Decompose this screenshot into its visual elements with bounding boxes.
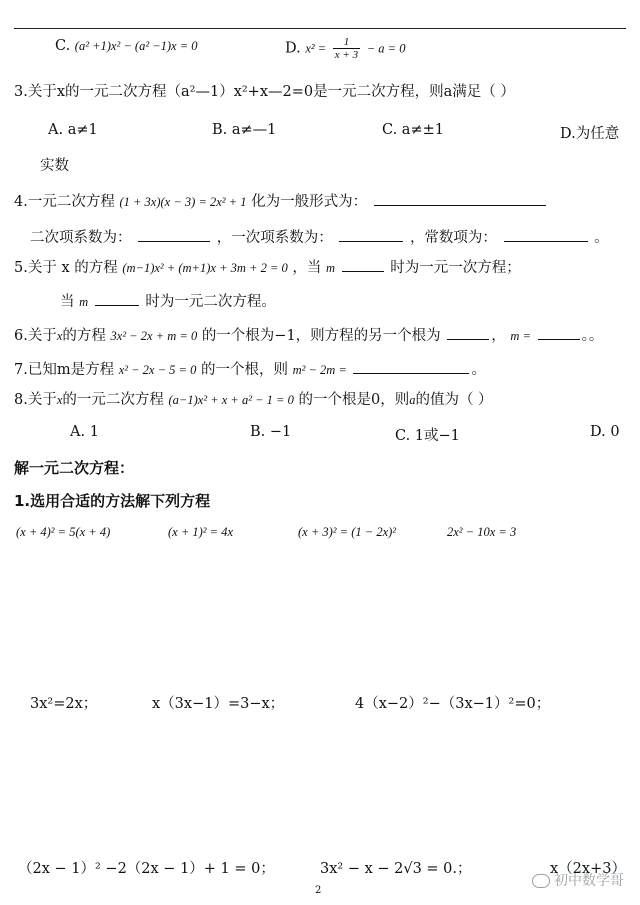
q5-when: ，当 [292, 260, 322, 276]
q3-option-a: A. a≠1 [48, 122, 98, 138]
equation-1-2: (x + 1)² = 4x [168, 525, 234, 539]
watermark [532, 870, 624, 890]
equation-1-3: (x + 3)² = (1 − 2x)² [298, 525, 397, 539]
q8-option-a: A. 1 [70, 424, 99, 440]
question-5 [14, 256, 521, 277]
q5-line2-variable-m: m [79, 295, 89, 309]
q4-quadratic-coef-label: 二次项系数为： [30, 230, 132, 246]
q8-equation: (a−1)x² + x + a² − 1 = 0 [168, 393, 294, 407]
option-d-label: D. [285, 40, 301, 57]
equation-3-2: 3x² − x − 2√3 = 0.； [320, 861, 472, 877]
equation-1-1: (x + 4)² = 5(x + 4) [16, 525, 111, 539]
q3-option-c: C. a≠±1 [382, 122, 444, 138]
equation-3-3: x（2x+3） [550, 861, 626, 877]
q8-end: 的值为（ ） [415, 392, 493, 408]
q6-m-blank[interactable] [538, 325, 580, 340]
q5-quadratic-blank[interactable] [95, 291, 139, 306]
option-c-equation: (a² +1)x² − (a² −1)x = 0 [74, 39, 198, 53]
q6-variable-x: x [56, 329, 63, 343]
q5-line2-suffix: 时为一元二次方程。 [145, 294, 276, 310]
q4-constant-blank[interactable] [504, 227, 588, 242]
top-rule [14, 28, 626, 29]
question-3: 3.关于x的一元二次方程（a²—1）x²+x—2=0是一元二次方程，则a满足（ ） [14, 84, 515, 100]
q3-option-d-continued: 实数 [40, 158, 69, 174]
option-d-fraction [333, 36, 360, 61]
q8-variable-x: x [56, 393, 63, 407]
q7-prefix: 7.已知m是方程 [14, 362, 115, 378]
q4-equation: (1 + 3x)(x − 3) = 2x² + 1 [119, 195, 247, 209]
page-number: 2 [315, 885, 322, 896]
section-subtitle: 1.选用合适的方法解下列方程 [14, 492, 211, 510]
q4-period: 。 [594, 230, 609, 246]
question-5-line2 [60, 290, 276, 311]
question-7 [14, 358, 486, 379]
q6-prefix: 6.关于 [14, 328, 57, 344]
q4-quadratic-coef-blank[interactable] [138, 227, 210, 242]
question-8 [14, 388, 493, 409]
q6-text-2: 的一个根为−1，则方程的另一个根为 [201, 328, 441, 344]
q6-other-root-blank[interactable] [447, 325, 489, 340]
option-d-row [285, 36, 405, 61]
watermark-text: 初中数学哥 [554, 873, 624, 889]
q4-constant-label: ，常数项为： [409, 230, 497, 246]
q3-option-b: B. a≠—1 [212, 122, 277, 138]
q5-prefix: 5.关于 x 的方程 [14, 260, 118, 276]
q6-end: 。。 [581, 328, 604, 344]
equation-3-1: （2x − 1）² −2（2x − 1）+ 1 = 0； [18, 861, 275, 877]
q4-linear-coef-blank[interactable] [339, 227, 403, 242]
equation-2-2: x（3x−1）=3−x； [152, 696, 285, 712]
fraction-denominator: x + 3 [334, 49, 359, 61]
q8-text-1: 的一元二次方程 [62, 392, 164, 408]
q8-text-2: 的一个根是0，则 [298, 392, 410, 408]
q5-linear-blank[interactable] [342, 257, 384, 272]
q3-option-d: D.为任意 [560, 126, 620, 142]
equation-1-4: 2x² − 10x = 3 [447, 525, 517, 539]
q4-prefix: 4.一元二次方程 [14, 194, 115, 210]
q7-expression: m² − 2m = [292, 363, 347, 377]
q7-equation: x² − 2x − 5 = 0 [118, 363, 197, 377]
q6-text-1: 的方程 [62, 328, 106, 344]
q6-equation: 3x² − 2x + m = 0 [110, 329, 198, 343]
q5-line2-prefix: 当 [60, 294, 75, 310]
section-title: 解一元二次方程： [14, 459, 135, 477]
equation-2-1: 3x²=2x； [30, 696, 98, 712]
q6-comma: ， [491, 328, 506, 344]
q8-variable-a: a [409, 393, 416, 407]
question-4-line2 [30, 226, 609, 247]
q6-m-equals: m = [510, 329, 531, 343]
fraction-numerator: 1 [333, 36, 360, 49]
q4-linear-coef-label: ，一次项系数为： [216, 230, 333, 246]
q7-answer-blank[interactable] [353, 359, 469, 374]
q4-suffix: 化为一般形式为： [251, 194, 368, 210]
q7-text: 的一个根，则 [200, 362, 288, 378]
equation-2-3: 4（x−2）²−（3x−1）²=0； [355, 696, 551, 712]
option-c-label: C. [55, 38, 71, 54]
q5-variable-m: m [326, 261, 336, 275]
option-d-lhs: x² = [305, 41, 327, 56]
question-6 [14, 324, 603, 345]
q7-end: 。 [471, 362, 486, 378]
q8-option-b: B. −1 [250, 424, 292, 440]
q4-answer-blank[interactable] [374, 191, 546, 206]
option-d-rhs: − a = 0 [366, 41, 406, 56]
q8-option-c: C. 1或−1 [395, 428, 460, 444]
q5-suffix: 时为一元一次方程； [390, 260, 521, 276]
q5-equation: (m−1)x² + (m+1)x + 3m + 2 = 0 [122, 261, 288, 275]
option-c-row [55, 38, 198, 54]
question-4 [14, 190, 548, 211]
q8-prefix: 8.关于 [14, 392, 57, 408]
q8-option-d: D. 0 [590, 424, 620, 440]
wechat-icon [532, 874, 550, 888]
